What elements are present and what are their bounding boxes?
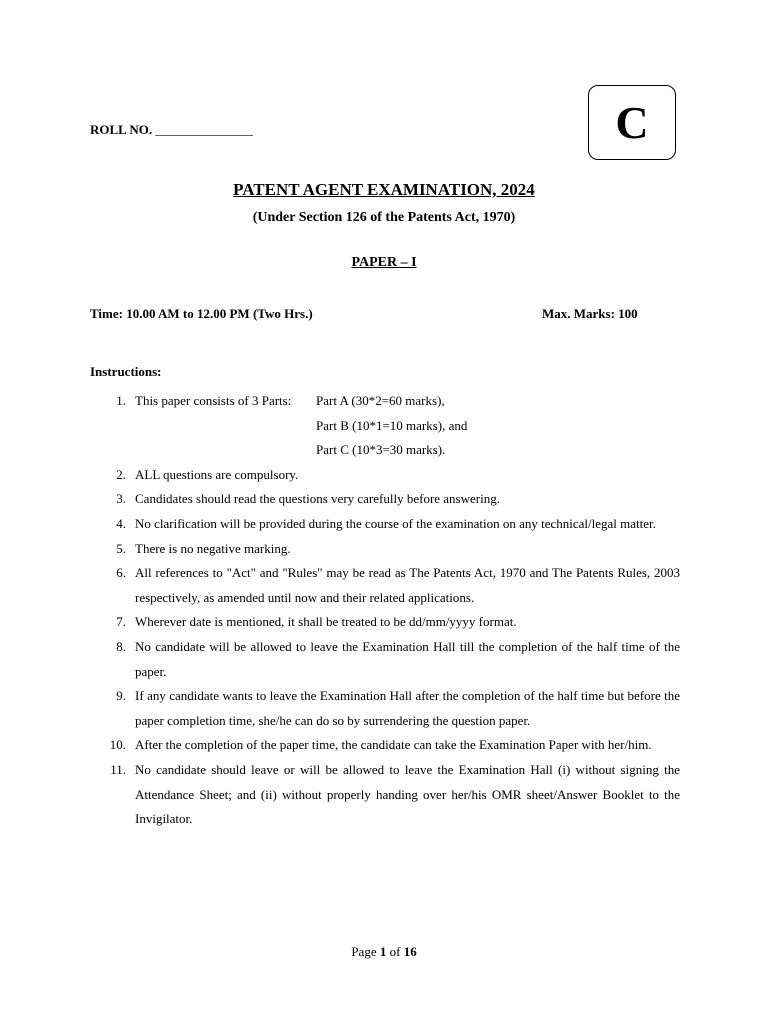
instruction-number: 8. [116, 638, 126, 654]
page-footer [0, 944, 768, 960]
instruction-text: Wherever date is mentioned, it shall be treated to be dd/mm/yyyy format. [135, 614, 517, 630]
paper-code: C [615, 97, 649, 148]
instruction-item [90, 758, 680, 832]
instruction-item [90, 487, 680, 512]
roll-number-blank: _______________ [155, 122, 253, 137]
instruction-text: There is no negative marking. [135, 540, 291, 556]
part-c: Part C (10*3=30 marks). [316, 442, 446, 458]
roll-number-label: ROLL NO. [90, 122, 153, 137]
exam-title-block [0, 180, 768, 200]
instruction-text: No candidate will be allowed to leave the Examination Hall till the completion of the half time of the paper. [135, 638, 680, 679]
instruction-item [90, 610, 680, 635]
instruction-item [90, 463, 680, 488]
exam-title: PATENT AGENT EXAMINATION, 2024 [233, 180, 535, 199]
instruction-number: 5. [116, 540, 126, 556]
exam-subtitle: (Under Section 126 of the Patents Act, 1970) [252, 210, 516, 225]
instruction-number: 4. [116, 515, 126, 531]
max-marks: Max. Marks: 100 [542, 306, 638, 321]
page-of: of [389, 944, 401, 959]
instruction-number: 6. [116, 565, 126, 581]
instruction-number: 7. [116, 614, 126, 630]
page-total: 16 [403, 944, 417, 959]
page-prefix: Page [351, 944, 377, 959]
instruction-item [90, 684, 680, 733]
parts-row [135, 389, 680, 414]
part-a: Part A (30*2=60 marks), [316, 393, 445, 408]
parts-spacer [135, 414, 316, 439]
paper-heading-block [0, 255, 768, 271]
instruction-number: 1. [116, 393, 126, 408]
parts-spacer [135, 438, 316, 463]
page-current: 1 [379, 944, 387, 959]
instruction-text: If any candidate wants to leave the Examination Hall after the completion of the half time but before the paper completion time, she/he can do so by surrendering the question paper. [135, 688, 680, 728]
paper-code-box [588, 85, 676, 160]
instruction-item [90, 537, 680, 562]
instruction-text: No clarification will be provided during the course of the examination on any technical/legal matter. [135, 515, 656, 531]
instruction-text: Candidates should read the questions very carefully before answering. [135, 491, 500, 507]
instruction-item [90, 733, 680, 758]
instruction-item [90, 389, 680, 463]
instruction-text: No candidate should leave or will be allowed to leave the Examination Hall (i) without signing the Attendance Sheet; and (ii) without properly handing over her/his OMR sheet/Answer Booklet to the Invigilator. [135, 761, 680, 827]
instruction-number: 3. [116, 491, 126, 507]
parts-row [135, 438, 680, 463]
instruction-text: ALL questions are compulsory. [135, 466, 299, 482]
instruction-parts-block [135, 389, 680, 463]
instructions-heading: Instructions: [90, 364, 162, 379]
paper-heading: PAPER – I [351, 255, 417, 270]
instructions-list [90, 389, 680, 832]
parts-row [135, 414, 680, 439]
instruction-text: After the completion of the paper time, the candidate can take the Examination Paper with her/him. [135, 737, 652, 753]
roll-number-field [90, 122, 253, 138]
instruction-item [90, 635, 680, 684]
part-b: Part B (10*1=10 marks), and [316, 417, 468, 433]
instruction-text: All references to "Act" and "Rules" may be read as The Patents Act, 1970 and The Patents Rules, 2003 respectively, as amended until now and their related applications. [135, 565, 680, 605]
instruction-text: This paper consists of 3 Parts: [135, 393, 292, 408]
instruction-number: 9. [116, 688, 126, 704]
instruction-number: 11. [110, 761, 126, 777]
exam-time: Time: 10.00 AM to 12.00 PM (Two Hrs.) [90, 306, 313, 321]
instruction-number: 2. [116, 466, 126, 482]
instruction-item [90, 561, 680, 610]
instruction-number: 10. [109, 737, 126, 753]
instruction-item [90, 512, 680, 537]
